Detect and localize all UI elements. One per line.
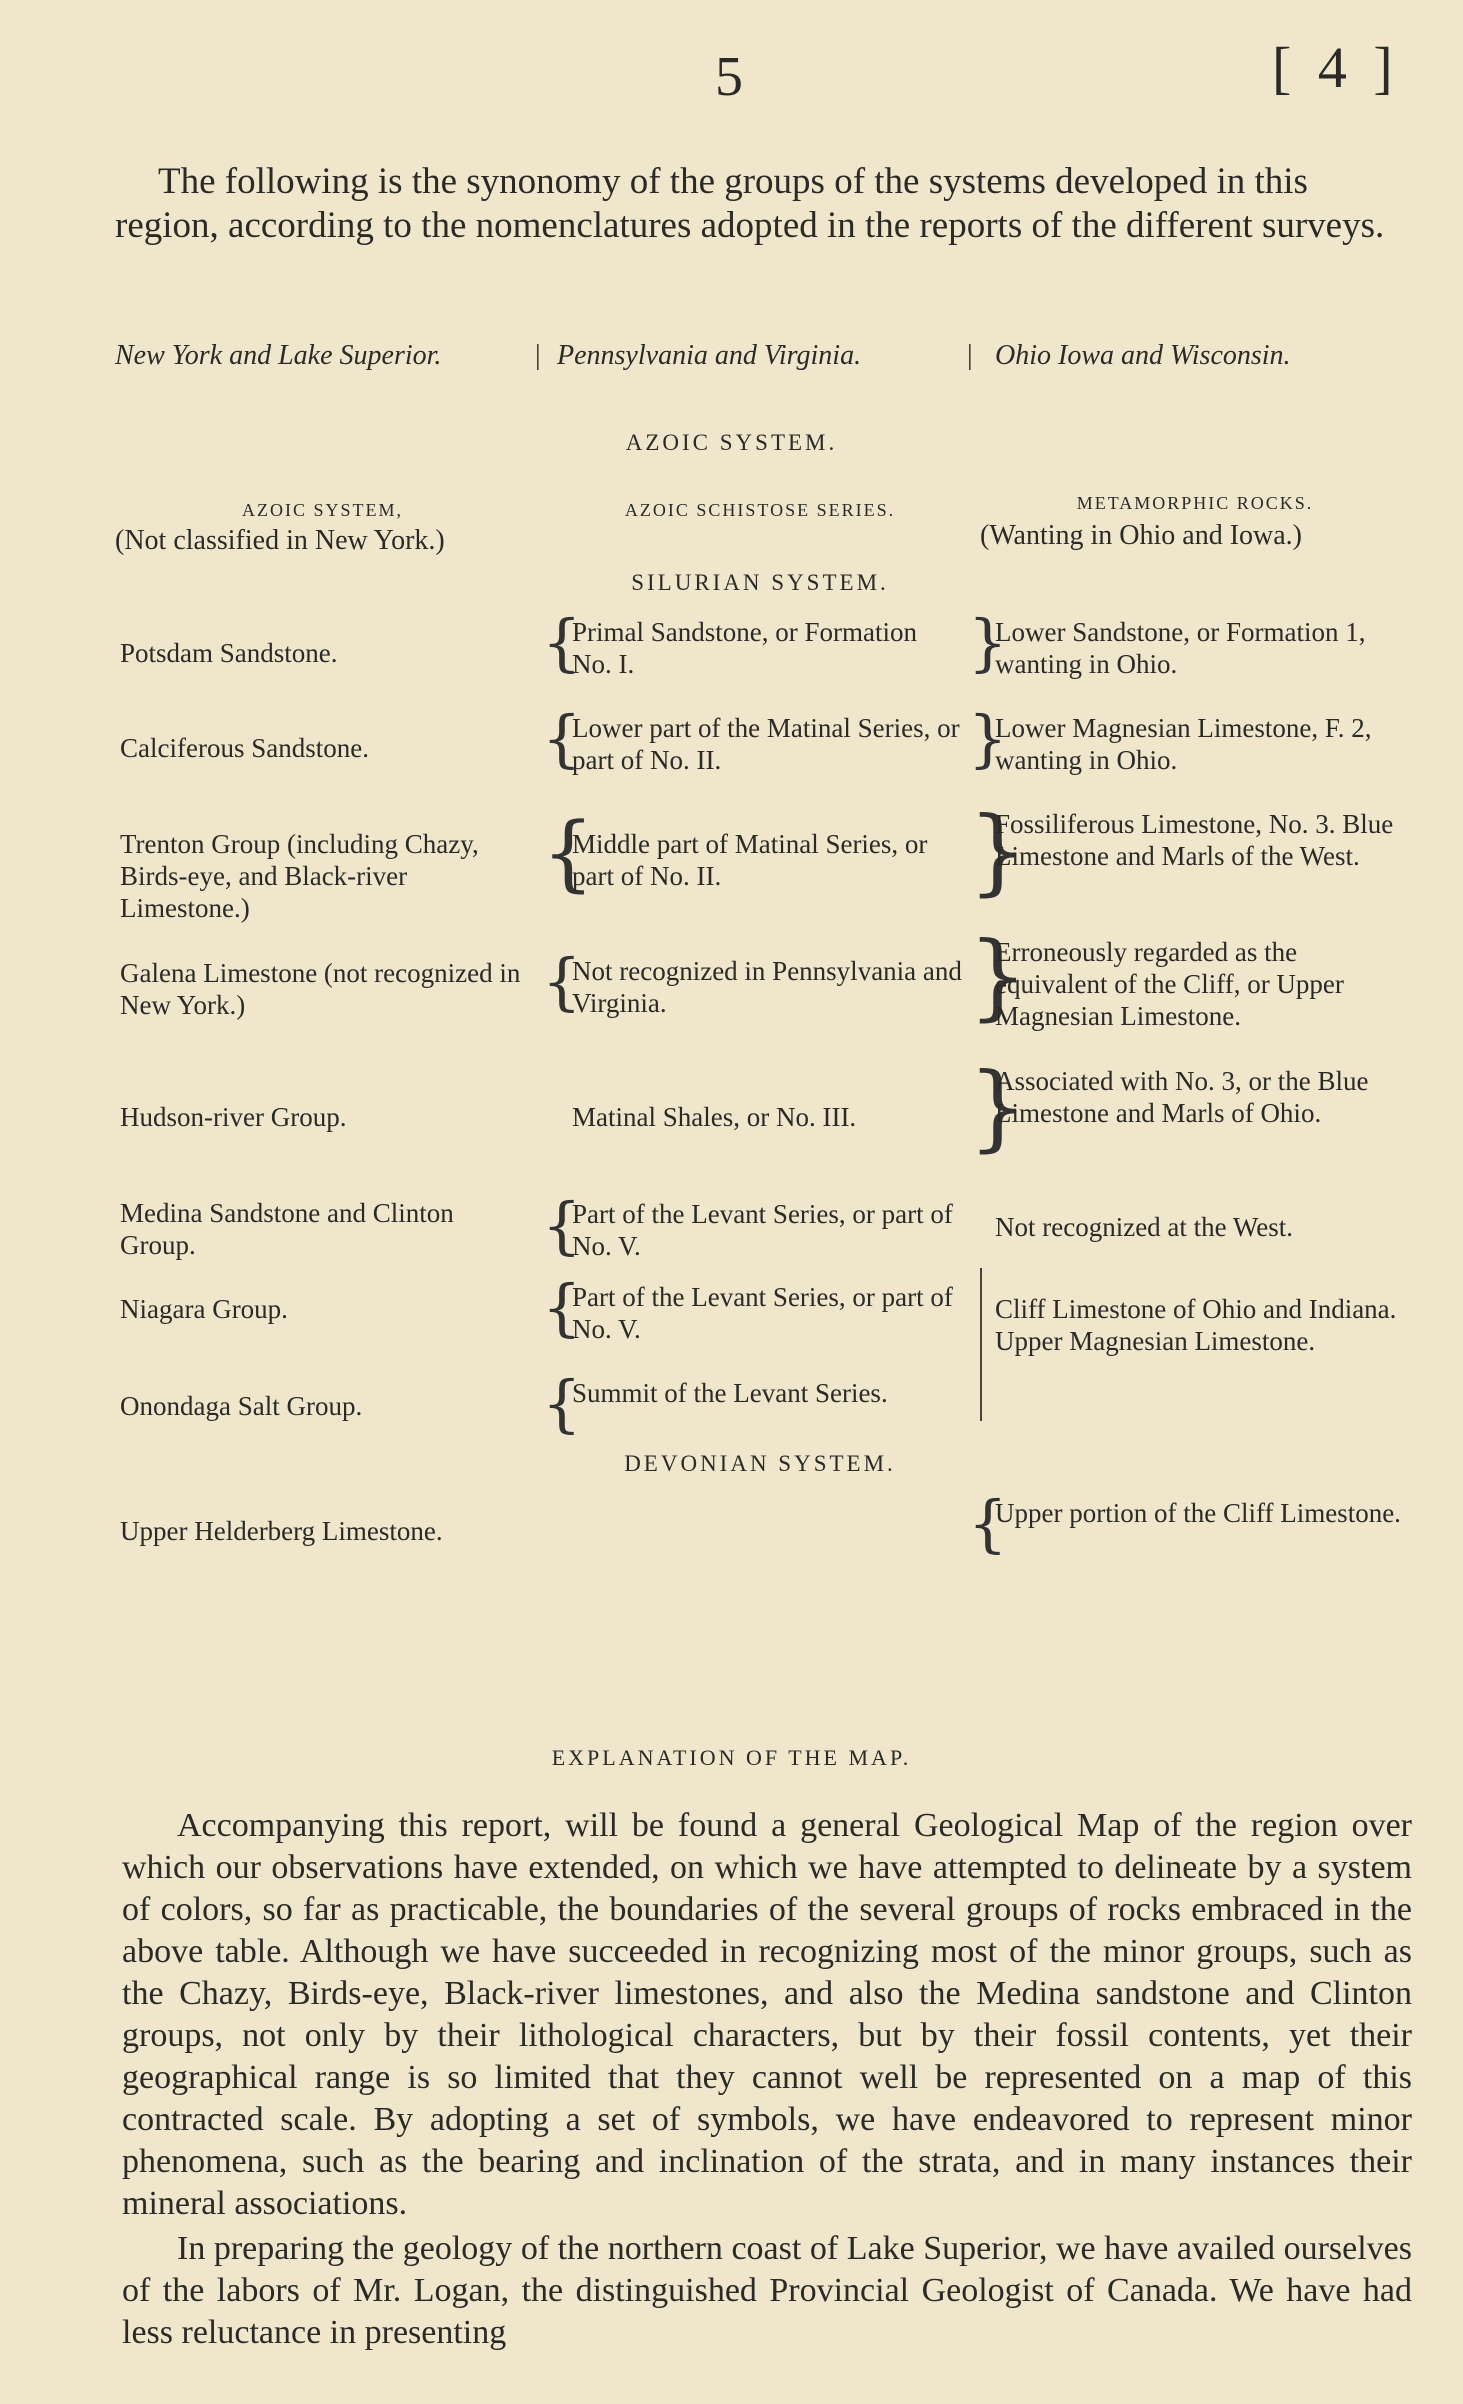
brace-icon: } [968,922,1028,1031]
column-heading-ohio: Ohio Iowa and Wisconsin. [995,340,1291,371]
azoic-col1-note: (Not classified in New York.) [115,525,445,556]
azoic-system-title: AZOIC SYSTEM. [625,430,838,455]
column-separator: | [967,340,973,371]
row-4-col1: Galena Limestone (not recognized in New York.) [120,958,521,1020]
azoic-col3-note: (Wanting in Ohio and Iowa.) [980,520,1302,551]
page-number: 5 [715,46,743,108]
azoic-col2-head: AZOIC SCHISTOSE SERIES. [624,500,896,520]
intro-text: The following is the synonomy of the groups of the systems developed in this region, according to the nomenclatures adopted in the reports of the different surveys. [115,161,1385,246]
brace-icon: { [542,806,595,901]
row-2-col2: Lower part of the Matinal Series, or part of No. II. [572,713,960,775]
row-5-col2: Matinal Shales, or No. III. [572,1102,857,1132]
row-2-col3: Lower Magnesian Limestone, F. 2, wanting in Ohio. [995,713,1372,775]
explanation-title: EXPLANATION OF THE MAP. [551,1745,912,1770]
row-7-col2: Part of the Levant Series, or part of No. V. [572,1282,953,1344]
devonian-system-title: DEVONIAN SYSTEM. [624,1451,896,1476]
brace-icon: { [542,606,582,679]
silurian-system-title: SILURIAN SYSTEM. [631,570,889,595]
brace-icon: } [968,702,1008,775]
row-4-col3: Erroneously regarded as the equivalent of the Cliff, or Upper Magnesian Limestone. [995,937,1344,1031]
row-5-col1: Hudson-river Group. [120,1102,347,1132]
intro-paragraph [115,160,1405,248]
row-9-col3: Upper portion of the Cliff Limestone. [995,1498,1401,1528]
row-6-col3: Not recognized at the West. [995,1212,1293,1242]
row-5-col3: Associated with No. 3, or the Blue Limestone and Marls of Ohio. [995,1066,1369,1128]
row-3-col3: Fossiliferous Limestone, No. 3. Blue Limestone and Marls of the West. [995,809,1394,871]
row-7-col3: Cliff Limestone of Ohio and Indiana. Upper Magnesian Limestone. [995,1294,1397,1356]
brace-icon: } [968,606,1008,679]
explanation-paragraph-1: Accompanying this report, will be found a general Geological Map of the region over which our observations have extended, on which we have attempted to delineate by a system of colors, so far as practicable, the boundaries of the several groups of rocks embraced in the above table. Although we have succeeded in recognizing most of the minor groups, such as the Chazy, Birds-eye, Black-river limestones, and also the Medina sandstone and Clinton groups, not only by their lithological characters, but by their fossil contents, yet their geographical range is so limited that they cannot well be represented on a map of this contracted scale. By adopting a set of symbols, we have endeavored to represent minor phenomena, such as the bearing and inclination of the strata, and in many instances their mineral associations. [122,1807,1412,2222]
row-1-col2: Primal Sandstone, or Formation No. I. [572,617,917,679]
brace-icon: { [542,1271,582,1344]
brace-icon: { [542,945,582,1018]
row-4-col2: Not recognized in Pennsylvania and Virginia. [572,956,962,1018]
column-separator: | [535,340,541,371]
row-2-col1: Calciferous Sandstone. [120,733,369,763]
row-6-col1: Medina Sandstone and Clinton Group. [120,1198,454,1260]
explanation-paragraph-2: In preparing the geology of the northern coast of Lake Superior, we have availed ourselves of the labors of Mr. Logan, the distinguished Provincial Geologist of Canada. We have had less reluctance in presenting [122,2230,1412,2351]
document-number: [ 4 ] [1272,35,1399,100]
brace-icon: { [542,1189,582,1262]
row-7-col1: Niagara Group. [120,1294,288,1324]
column-heading-new-york: New York and Lake Superior. [115,340,442,371]
bracket-line [980,1268,992,1421]
brace-icon: } [968,797,1028,906]
row-1-col1: Potsdam Sandstone. [120,638,338,668]
row-3-col2: Middle part of Matinal Series, or part of No. II. [572,829,928,891]
brace-icon: { [968,1487,1008,1560]
column-heading-pennsylvania: Pennsylvania and Virginia. [557,340,862,371]
row-6-col2: Part of the Levant Series, or part of No. V. [572,1199,953,1261]
brace-icon: { [542,702,582,775]
row-3-col1: Trenton Group (including Chazy, Birds-eye, and Black-river Limestone.) [120,829,479,923]
row-1-col3: Lower Sandstone, or Formation 1, wanting in Ohio. [995,617,1366,679]
row-8-col1: Onondaga Salt Group. [120,1391,363,1421]
azoic-col3-head: METAMORPHIC ROCKS. [1076,493,1314,513]
brace-icon: { [542,1367,582,1440]
azoic-col1-head: AZOIC SYSTEM, [241,500,403,520]
row-9-col1: Upper Helderberg Limestone. [120,1516,443,1546]
row-8-col2: Summit of the Levant Series. [572,1378,888,1408]
brace-icon: } [968,1053,1028,1162]
